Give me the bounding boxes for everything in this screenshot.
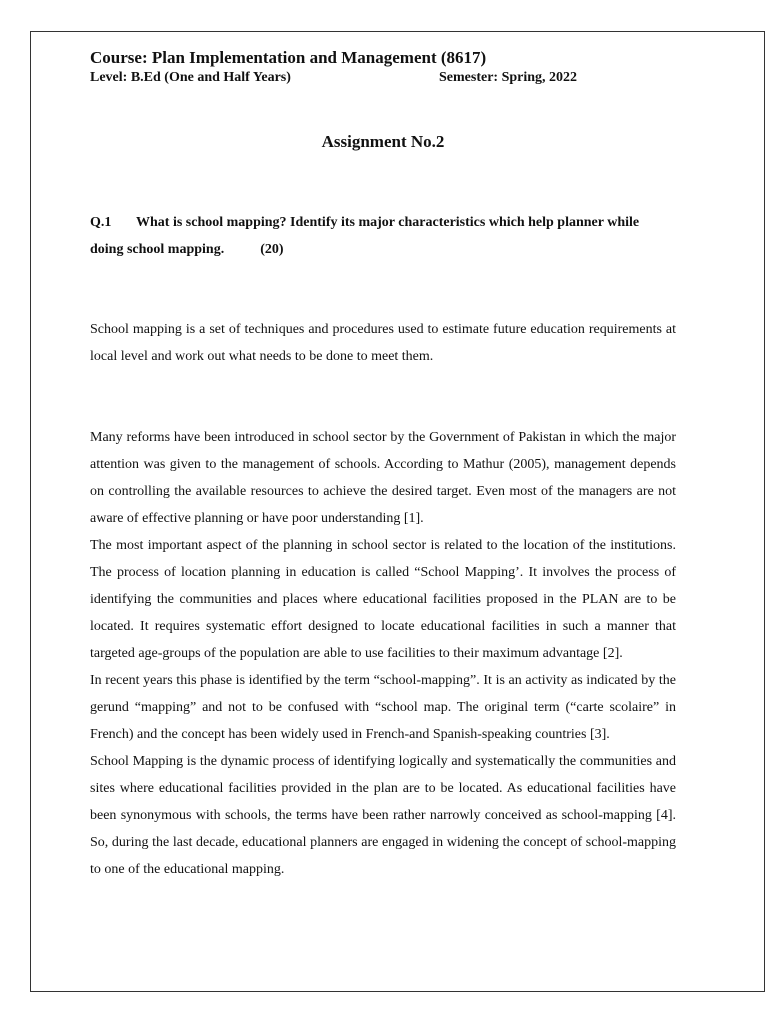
intro-paragraph: School mapping is a set of techniques and procedures used to estimate future education requirements at local level and work out what needs to be done to meet them. xyxy=(90,322,676,364)
paragraph-term-school-mapping: In recent years this phase is identified by the term “school-mapping”. It is an activity as indicated by the gerund “mapping” and not to be confused with “school map. The original term (“carte scolaire” in French) and the concept has been widely used in French-and Spanish-speaking countries [3]. xyxy=(90,673,676,742)
question-heading xyxy=(90,209,676,263)
paragraph-location-planning: The most important aspect of the planning in school sector is related to the location of the institutions. The process of location planning in education is called “School Mapping’. It involves the process of identifying the communities and places where educational facilities proposed in the PLAN are to be located. It requires systematic effort designed to locate educational facilities in such a manner that targeted age-groups of the population are able to use facilities to their maximum advantage [2]. xyxy=(90,538,676,661)
level-label: Level: B.Ed (One and Half Years) xyxy=(90,70,291,85)
course-title: Course: Plan Implementation and Management (8617) xyxy=(90,48,487,67)
document-content xyxy=(90,48,676,877)
level-row xyxy=(90,69,676,87)
question-marks: (20) xyxy=(260,242,284,257)
body-paragraphs xyxy=(90,424,676,883)
paragraph-dynamic-process: School Mapping is the dynamic process of identifying logically and systematically the communities and sites where educational facilities provided in the plan are to be located. As educational facilities have been synonymous with schools, the terms have been rather narrowly conceived as school-mapping [4]. So, during the last decade, educational planners are engaged in widening the concept of school-mapping to one of the educational mapping. xyxy=(90,754,676,877)
semester-label: Semester: Spring, 2022 xyxy=(439,70,578,85)
question-number: Q.1 xyxy=(90,215,112,230)
assignment-title: Assignment No.2 xyxy=(321,132,445,151)
question-text: What is school mapping? Identify its major characteristics which help planner while doing school mapping. xyxy=(90,215,640,257)
paragraph-reforms: Many reforms have been introduced in school sector by the Government of Pakistan in which the major attention was given to the management of schools. According to Mathur (2005), management depends on controlling the available resources to achieve the desired target. Even most of the managers are not aware of effective planning or have poor understanding [1]. xyxy=(90,430,676,526)
